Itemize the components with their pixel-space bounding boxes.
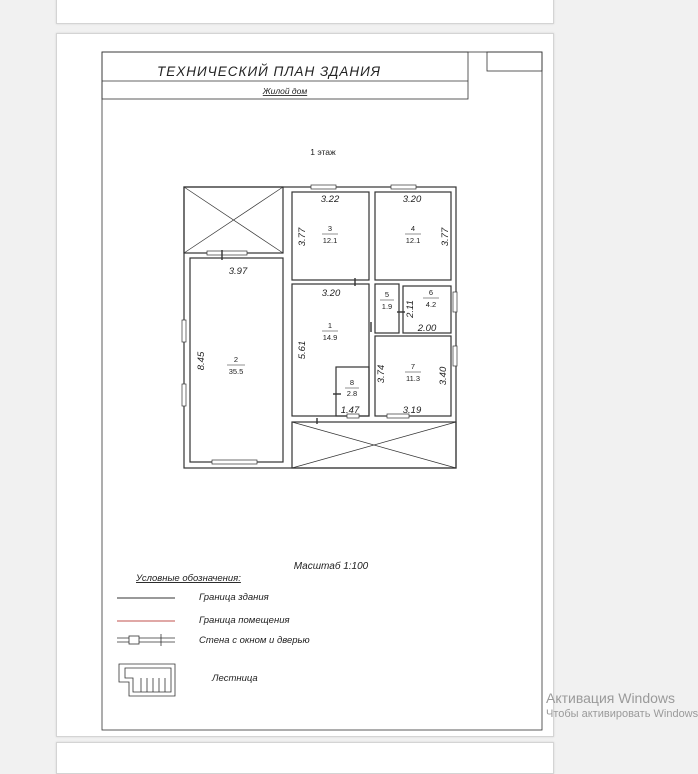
legend-label: Стена с окном и дверью	[199, 635, 310, 646]
activation-watermark	[546, 690, 698, 720]
floor-plan-drawing	[57, 34, 553, 736]
room-area: 1.9	[381, 302, 393, 311]
next-page	[56, 742, 554, 774]
legend	[117, 573, 310, 696]
dimension: 3.40	[438, 366, 449, 386]
document-page	[56, 33, 554, 737]
dimension: 1.47	[340, 405, 360, 416]
dimension: 2.11	[405, 300, 416, 318]
room-area: 2.8	[346, 389, 358, 398]
legend-wall-symbol	[117, 634, 175, 646]
dimension: 3.77	[297, 227, 308, 247]
dimension: 3.19	[402, 405, 422, 416]
room-number: 2	[233, 355, 239, 364]
watermark-line1: Активация Windows	[546, 690, 676, 706]
legend-label: Лестница	[212, 673, 258, 684]
room-number: 1	[327, 321, 333, 330]
watermark-line2: Чтобы активировать Windows	[546, 708, 698, 720]
dimension: 8.45	[196, 351, 207, 371]
room-number: 4	[410, 224, 416, 233]
room-area: 12.1	[322, 236, 338, 245]
room-area: 12.1	[405, 236, 421, 245]
dimension: 3.74	[376, 364, 387, 384]
dimension: 5.61	[297, 340, 308, 360]
legend-stair-symbol	[119, 664, 175, 696]
room-area: 14.9	[322, 333, 338, 342]
legend-label: Граница помещения	[199, 615, 290, 626]
building-plan	[184, 187, 456, 468]
plan-title: ТЕХНИЧЕСКИЙ ПЛАН ЗДАНИЯ	[156, 64, 382, 79]
dimension: 3.77	[440, 227, 451, 247]
title-block	[102, 52, 542, 99]
dimension: 3.22	[320, 194, 340, 205]
doors	[222, 250, 405, 424]
room-number: 8	[349, 378, 355, 387]
building-outline	[184, 187, 456, 468]
room-number: 7	[410, 362, 416, 371]
scale-label: Масштаб 1:100	[293, 561, 369, 572]
room-area: 35.5	[228, 367, 244, 376]
plan-subtitle: Жилой дом	[262, 86, 308, 96]
room-area: 11.3	[405, 374, 421, 383]
legend-label: Граница здания	[199, 592, 269, 603]
dimension: 3.97	[228, 266, 248, 277]
previous-page	[56, 0, 554, 24]
room-area: 4.2	[425, 300, 437, 309]
legend-heading: Условные обозначения:	[136, 573, 241, 584]
room-number: 3	[327, 224, 333, 233]
room-number: 6	[428, 288, 434, 297]
dimension: 2.00	[417, 323, 437, 334]
dimension: 3.20	[402, 194, 422, 205]
floor-label: 1 этаж	[310, 147, 336, 157]
room-number: 5	[384, 290, 390, 299]
dimension: 3.20	[321, 288, 341, 299]
